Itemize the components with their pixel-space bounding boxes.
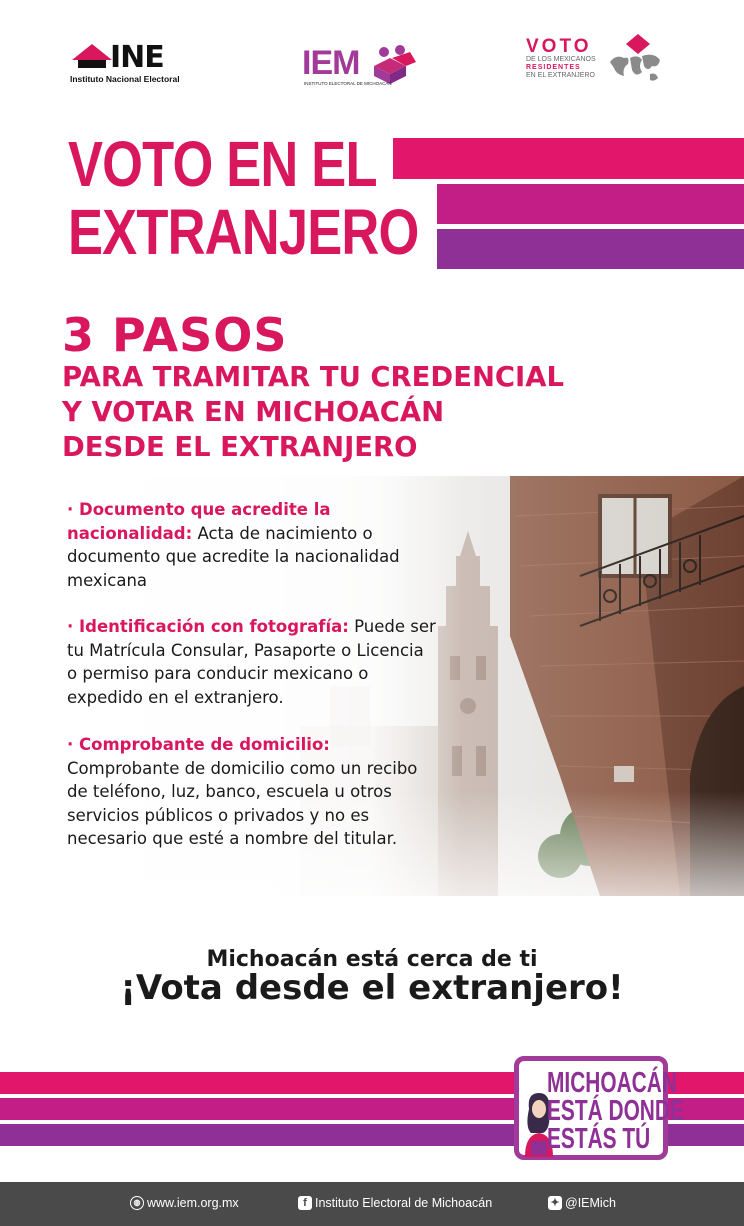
footer-facebook-link[interactable]: [298, 1196, 492, 1210]
voto-logo-line3: EN EL EXTRANJERO: [526, 72, 595, 79]
footer-twitter-text: @IEMich: [565, 1196, 616, 1210]
iem-logo-subtitle: INSTITUTO ELECTORAL DE MICHOACÁN: [304, 81, 392, 86]
footer-twitter-link[interactable]: [548, 1196, 616, 1210]
requirement-photo-id-heading: · Identificación con fotografía:: [67, 617, 349, 636]
iem-logo-word: IEM: [302, 44, 360, 82]
badge-line3: ESTÁS TÚ: [547, 1123, 651, 1155]
campaign-badge: [514, 1056, 684, 1160]
voto-logo-line2: RESIDENTES: [526, 64, 581, 71]
steps-heading: 3 PASOS: [62, 308, 288, 362]
requirement-photo-id: [67, 615, 439, 709]
footer-website-link[interactable]: [130, 1196, 239, 1210]
globe-icon: ◍: [130, 1196, 144, 1210]
requirement-photo-id-text: Puede ser tu Matrícula Consular, Pasaporte o Licencia o permiso para conducir mexicano o expedido en el extranjero.: [67, 617, 436, 707]
facebook-icon: f: [298, 1196, 312, 1210]
voto-extranjero-logo: [524, 32, 664, 88]
title-stripe-pink: [393, 138, 744, 179]
slogan-line2: ¡Vota desde el extranjero!: [120, 968, 624, 1008]
twitter-icon: ✦: [548, 1196, 562, 1210]
ine-logo: [68, 42, 208, 90]
page-title-line2: EXTRANJERO: [68, 196, 419, 268]
badge-line2: ESTÁ DONDE: [547, 1095, 684, 1127]
requirement-nationality-heading: · Documento que acredite la nacionalidad:: [67, 500, 331, 543]
subtitle-line2: Y VOTAR EN MICHOACÁN: [62, 395, 445, 428]
requirement-nationality-text: Acta de nacimiento o documento que acredite la nacionalidad mexicana: [67, 523, 400, 590]
morelia-cathedral-photo: [0, 476, 744, 896]
badge-line1: MICHOACÁN: [547, 1067, 677, 1099]
ine-logo-subtitle: Instituto Nacional Electoral: [70, 74, 180, 84]
requirement-nationality: [67, 498, 439, 592]
slogan-line1: Michoacán está cerca de ti: [206, 947, 538, 972]
footer-facebook-text: Instituto Electoral de Michoacán: [315, 1196, 493, 1210]
ine-logo-word: INE: [110, 40, 164, 75]
subtitle-line1: PARA TRAMITAR TU CREDENCIAL: [62, 360, 564, 393]
requirement-address: [67, 733, 439, 851]
title-stripe-purple: [437, 229, 744, 269]
requirement-address-heading: · Comprobante de domicilio:: [67, 735, 330, 754]
title-stripe-magenta: [437, 184, 744, 224]
ballot-box-icon: [370, 44, 418, 84]
voto-logo-word: VOTO: [526, 36, 592, 57]
page-title: [68, 130, 418, 266]
ine-logo-icon: [72, 44, 112, 60]
footer-website-text: www.iem.org.mx: [147, 1196, 239, 1210]
iem-logo: [302, 40, 422, 90]
page-title-line1: VOTO EN EL: [68, 128, 377, 200]
world-map-icon: [608, 32, 662, 86]
footer: [0, 1182, 744, 1226]
requirement-address-text: Comprobante de domicilio como un recibo de teléfono, luz, banco, escuela u otros servicios públicos o privados y no es necesario que esté a nombre del titular.: [67, 758, 418, 848]
subtitle-line3: DESDE EL EXTRANJERO: [62, 430, 418, 463]
voto-logo-line1: DE LOS MEXICANOS: [526, 56, 596, 63]
